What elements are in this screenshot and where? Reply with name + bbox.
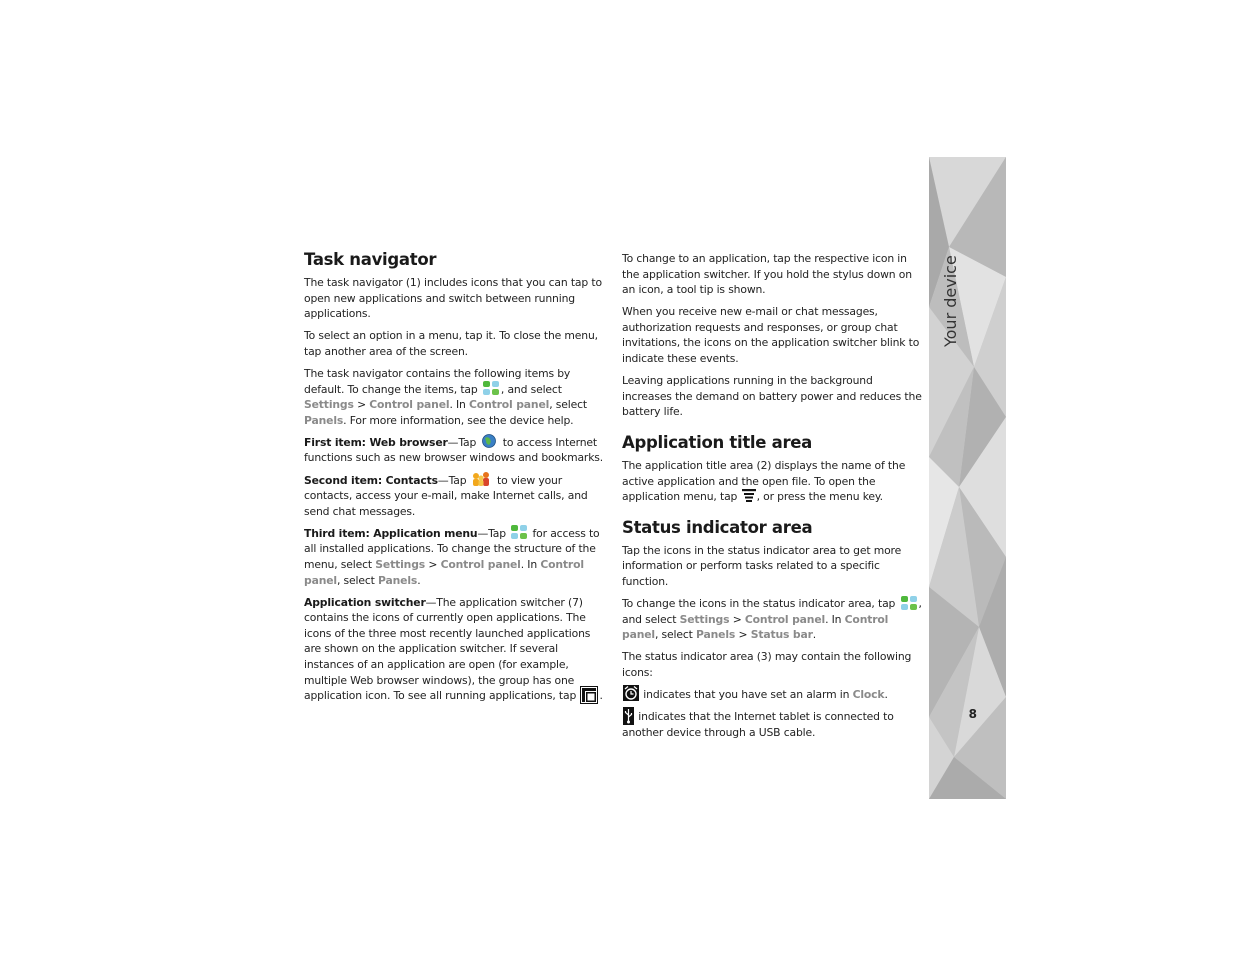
change-application-paragraph: To change to an application, tap the respective icon in the application switcher. If you hold the stylus down on an icon, a tool tip is shown. [622, 252, 912, 297]
control-panel-link: Control panel [440, 558, 521, 571]
contacts-item: Second item: Contacts—Tap to view your contacts, access your e-mail, make Internet calls, and send chat messages. [304, 473, 604, 520]
panels-link: Panels [304, 413, 344, 427]
application-menu-icon [510, 524, 528, 540]
default-items-paragraph: The task navigator contains the following items by default. To change the items, tap , and select Settings > Control panel. In Control panel, select Panels. For more information, see the device help. [304, 366, 587, 427]
section-title: Your device [941, 255, 960, 347]
panels-link: Panels [696, 628, 736, 642]
settings-link: Settings [304, 398, 354, 412]
page-number: 8 [968, 707, 977, 721]
contacts-icon [471, 471, 493, 487]
alarm-icon-paragraph: indicates that you have set an alarm in Clock. [622, 687, 924, 703]
status-icons-intro: The status indicator area (3) may contain the following icons: [622, 650, 912, 679]
usb-icon-paragraph: indicates that the Internet tablet is connected to another device through a USB cable. [622, 709, 924, 740]
menu-instructions: To select an option in a menu, tap it. To close the menu, tap another area of the screen. [304, 329, 598, 358]
right-column [622, 251, 924, 747]
status-indicator-area-heading: Status indicator area [622, 517, 813, 537]
application-switcher-icon [580, 686, 598, 704]
task-navigator-heading: Task navigator [304, 250, 437, 269]
web-browser-icon [480, 433, 498, 449]
status-indicator-change-paragraph: To change the icons in the status indicator area, tap , and select Settings > Control panel. In Control panel, select Panels > Status bar. [622, 596, 924, 643]
application-title-area-heading: Application title area [622, 432, 813, 452]
blink-notification-paragraph: When you receive new e-mail or chat messages, authorization requests and responses, or group chat invitations, the icons on the application switcher blink to indicate these events. [622, 305, 920, 366]
status-bar-link: Status bar [750, 628, 813, 642]
menu-icon [742, 488, 756, 504]
application-title-area-paragraph: The application title area (2) displays the name of the active application and the open file. To open the application menu, tap , or press the menu key. [622, 458, 906, 504]
control-panel-link: Control panel [622, 612, 889, 642]
control-panel-icon [482, 380, 500, 396]
application-menu-item: Third item: Application menu—Tap for access to all installed applications. To change the structure of the menu, select Settings > Control panel. In Control panel, select Panels. [304, 526, 604, 588]
settings-link: Settings [679, 612, 730, 626]
settings-link: Settings [375, 558, 426, 571]
control-panel-link: Control panel [469, 398, 550, 412]
usb-icon [623, 707, 634, 725]
status-indicator-intro: Tap the icons in the status indicator area to get more information or perform tasks related to a specific function. [622, 543, 902, 588]
web-browser-item: First item: Web browser—Tap to access Internet functions such as new browser windows and bookmarks. [304, 435, 604, 466]
control-panel-link: Control panel [744, 612, 826, 626]
control-panel-link: Control panel [369, 398, 450, 412]
control-panel-link: Control panel [304, 558, 584, 587]
clock-link: Clock [852, 687, 885, 701]
control-panel-icon [900, 595, 918, 611]
section-side-tab [929, 157, 1006, 799]
application-switcher-item: Application switcher—The application switcher (7) contains the icons of currently open applications. The icons of the three most recently launched applications are shown on the application switcher. If several instances of an application are open (for example, multiple Web browser windows), the group has one application icon. To see all running applications, tap . [304, 595, 603, 703]
task-navigator-intro: The task navigator (1) includes icons that you can tap to open new applications and switch between running applications. [304, 276, 602, 321]
battery-paragraph: Leaving applications running in the background increases the demand on battery power and reduces the battery life. [622, 374, 922, 419]
alarm-clock-icon [623, 685, 639, 701]
left-column [304, 250, 604, 710]
panels-link: Panels [378, 573, 418, 587]
